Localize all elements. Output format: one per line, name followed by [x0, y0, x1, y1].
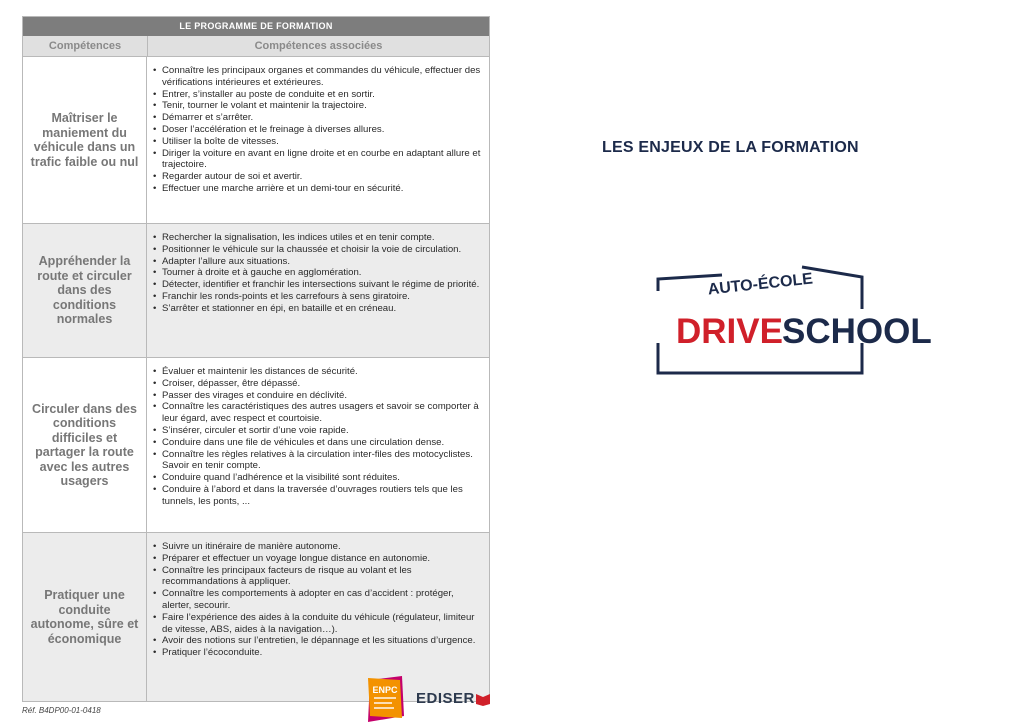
competence-item: • Connaître les principaux organes et commandes du véhicule, effectuer des vérifications intérieures et extérieures. — [153, 65, 483, 89]
competence-items — [153, 541, 483, 659]
table-row — [23, 57, 489, 224]
header-competences-associees: Compétences associées — [254, 40, 383, 52]
table-title: LE PROGRAMME DE FORMATION — [23, 17, 489, 36]
logo-school: SCHOOL — [782, 312, 932, 351]
enpc-label: ENPC — [372, 685, 398, 695]
competence-item: • Effectuer une marche arrière et un demi-tour en sécurité. — [153, 183, 483, 195]
table-row — [23, 358, 489, 533]
reference-code: Réf. B4DP00-01-0418 — [22, 706, 101, 715]
enjeux-title: LES ENJEUX DE LA FORMATION — [602, 139, 859, 156]
ediser-logo — [416, 690, 491, 707]
competence-item: • Conduire à l’abord et dans la traversée d’ouvrages routiers tels que les tunnels, les ponts, ... — [153, 484, 483, 508]
competence-item: • Avoir des notions sur l’entretien, le dépannage et les situations d’urgence. — [153, 635, 483, 647]
competence-item: • Utiliser la boîte de vitesses. — [153, 136, 483, 148]
logo-auto-ecole: AUTO-ÉCOLE — [707, 270, 814, 299]
competence-item: • S’insérer, circuler et sortir d’une voie rapide. — [153, 425, 483, 437]
competence-item: • Connaître les principaux facteurs de risque au volant et les recommandations à appliquer. — [153, 565, 483, 589]
enpc-logo — [366, 676, 406, 722]
competence-item: • Tenir, tourner le volant et maintenir la trajectoire. — [153, 100, 483, 112]
competence-item: • Passer des virages et conduire en déclivité. — [153, 390, 483, 402]
competence-item: • Diriger la voiture en avant en ligne droite et en courbe en adaptant allure et trajectoire. — [153, 148, 483, 172]
competence-item: • Positionner le véhicule sur la chaussée et choisir la voie de circulation. — [153, 244, 483, 256]
programme-table — [22, 16, 490, 702]
competence-item: • Connaître les caractéristiques des autres usagers et savoir se comporter à leur égard, avec respect et courtoisie. — [153, 401, 483, 425]
competence-label: Maîtriser le maniement du véhicule dans un trafic faible ou nul — [23, 57, 147, 223]
competence-items — [153, 65, 483, 195]
competence-item: • Démarrer et s’arrêter. — [153, 112, 483, 124]
competence-item: • Doser l’accélération et le freinage à diverses allures. — [153, 124, 483, 136]
competence-item: • Conduire dans une file de véhicules et dans une circulation dense. — [153, 437, 483, 449]
competence-item: • S’arrêter et stationner en épi, en bataille et en créneau. — [153, 303, 483, 315]
competence-item: • Suivre un itinéraire de manière autonome. — [153, 541, 483, 553]
ediser-book-icon — [475, 692, 491, 706]
competence-item: • Détecter, identifier et franchir les intersections suivant le régime de priorité. — [153, 279, 483, 291]
header-competences: Compétences — [23, 36, 148, 56]
competence-label: Pratiquer une conduite autonome, sûre et économique — [23, 533, 147, 701]
competence-label: Circuler dans des conditions difficiles et partager la route avec les autres usagers — [23, 358, 147, 532]
competence-item: • Entrer, s’installer au poste de conduite et en sortir. — [153, 89, 483, 101]
competence-item: • Faire l’expérience des aides à la conduite du véhicule (régulateur, limiteur de vitesse, ABS, aides à la navigation…). — [153, 612, 483, 636]
competence-item: • Tourner à droite et à gauche en agglomération. — [153, 267, 483, 279]
table-row — [23, 533, 489, 701]
competence-item: • Pratiquer l’écoconduite. — [153, 647, 483, 659]
competence-item: • Adapter l’allure aux situations. — [153, 256, 483, 268]
table-header — [23, 36, 489, 57]
competence-item: • Préparer et effectuer un voyage longue distance en autonomie. — [153, 553, 483, 565]
competence-items — [153, 366, 483, 508]
drive-school-logo — [652, 261, 932, 375]
table-row — [23, 224, 489, 358]
competence-item: • Croiser, dépasser, être dépassé. — [153, 378, 483, 390]
competence-item: • Regarder autour de soi et avertir. — [153, 171, 483, 183]
logo-drive: DRIVE — [676, 312, 783, 351]
competence-item: • Rechercher la signalisation, les indices utiles et en tenir compte. — [153, 232, 483, 244]
competence-item: • Franchir les ronds-points et les carrefours à sens giratoire. — [153, 291, 483, 303]
competence-item: • Connaître les comportements à adopter en cas d’accident : protéger, alerter, secourir. — [153, 588, 483, 612]
ediser-label: EDISER — [416, 690, 475, 707]
competence-item: • Conduire quand l’adhérence et la visibilité sont réduites. — [153, 472, 483, 484]
competence-item: • Connaître les règles relatives à la circulation inter-files des motocyclistes. Savoir en tenir compte. — [153, 449, 483, 473]
competence-item: • Évaluer et maintenir les distances de sécurité. — [153, 366, 483, 378]
competence-label: Appréhender la route et circuler dans des conditions normales — [23, 224, 147, 357]
competence-items — [153, 232, 483, 315]
